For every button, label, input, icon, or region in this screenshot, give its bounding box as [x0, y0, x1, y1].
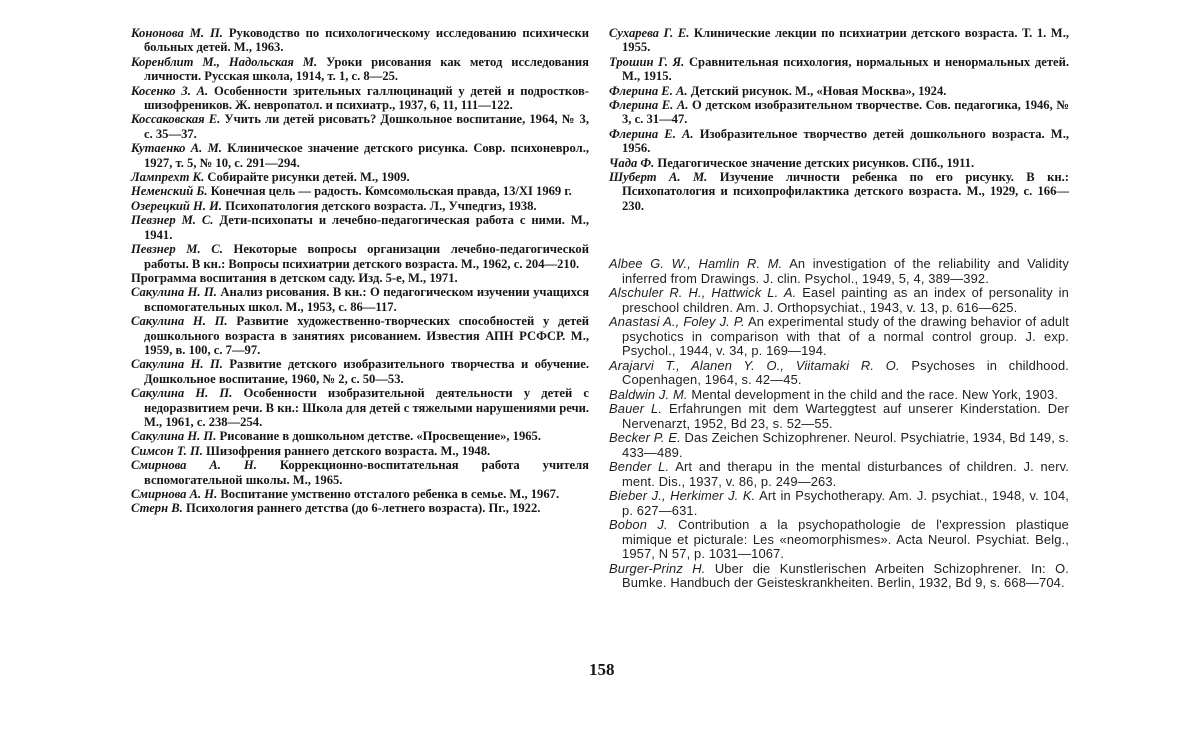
reference-author: Флерина Е. А. [609, 126, 694, 141]
reference-entry [131, 26, 589, 55]
reference-author: Bender L. [609, 459, 670, 475]
reference-author: Baldwin J. M. [609, 386, 688, 402]
reference-text: Учить ли детей рисовать? Дошкольное воспитание, 1964, № 3, с. 35—37. [144, 112, 590, 141]
reference-author: Кутаенко А. М. [131, 141, 222, 156]
reference-entry [131, 242, 589, 271]
reference-author: Anastasi A., Foley J. P. [609, 314, 745, 330]
reference-text: Конечная цель — радость. Комсомольская правда, 13/XI 1969 г. [207, 184, 572, 199]
reference-text: Особенности зрительных галлюцинаций у детей и подростков-шизофреников. Ж. невропатол. и психиатр., 1937, 6, 11, 111—122. [144, 83, 589, 113]
reference-entry [609, 156, 1069, 170]
reference-text: Erfahrungen mit dem Warteggtest auf unserer Kinderstation. Der Nervenarzt, 1952, Bd 23, s. 52—55. [622, 401, 1070, 431]
reference-text: Рисование в дошкольном детстве. «Просвещение», 1965. [216, 429, 542, 444]
reference-entry [131, 314, 589, 357]
bibliography-column-right [609, 26, 1069, 591]
reference-author: Певзнер М. С. [131, 213, 214, 228]
reference-author: Коссаковская Е. [131, 112, 221, 127]
reference-entry [609, 55, 1069, 84]
reference-text: Психопатология детского возраста. Л., Учпедгиз, 1938. [222, 198, 537, 213]
reference-entry [609, 84, 1069, 98]
reference-author: Стерн В. [131, 501, 183, 516]
reference-entry [131, 285, 589, 314]
reference-author: Косенко З. А. [131, 83, 209, 98]
reference-text: Руководство по психологическому исследованию психически больных детей. М., 1963. [144, 26, 589, 55]
reference-entry [609, 388, 1069, 403]
reference-entry [609, 257, 1069, 286]
reference-text: Развитие детского изобразительного творчества и обучение. Дошкольное воспитание, 1960, № 2, с. 50—53. [144, 357, 589, 386]
reference-author: Сакулина Н. П. [131, 429, 217, 444]
reference-entry [131, 386, 589, 429]
reference-text: Анализ рисования. В кн.: О педагогическом изучении учащихся вспомогательных школ. М., 1953, с. 86—117. [144, 285, 590, 314]
reference-author: Сакулина Н. П. [131, 357, 223, 372]
reference-entry [609, 460, 1069, 489]
reference-author: Трошин Г. Я. [609, 54, 685, 69]
reference-entry [131, 141, 589, 170]
reference-author: Arajarvi T., Alanen Y. O., Viitamaki R. O. [609, 357, 900, 373]
reference-text: Собирайте рисунки детей. М., 1909. [204, 170, 410, 185]
reference-text: Mental development in the child and the race. New York, 1903. [687, 386, 1059, 402]
reference-author: Сухарева Г. Е. [609, 26, 690, 40]
reference-author: Коренблит М., Надольская М. [131, 54, 318, 69]
reference-text: An investigation of the reliability and Validity inferred from Drawings. J. clin. Psychol., 1949, 5, 4, 389—392. [622, 256, 1069, 286]
reference-author: Флерина Е. А. [609, 83, 688, 98]
reference-entry [131, 55, 589, 84]
reference-entry [131, 357, 589, 386]
reference-text: Психология раннего детства (до 6-летнего возраста). Пг., 1922. [182, 501, 541, 516]
page-number: 158 [589, 660, 615, 679]
reference-entry [131, 458, 589, 487]
reference-author: Чада Ф. [609, 155, 655, 170]
reference-entry [131, 170, 589, 184]
reference-author: Bobon J. [609, 517, 668, 533]
reference-entry [609, 431, 1069, 460]
reference-author: Лампрехт К. [131, 170, 205, 185]
reference-text: Psychoses in childhood. Copenhagen, 1964, s. 42—45. [622, 357, 1069, 388]
reference-entry [609, 402, 1069, 431]
reference-text: Особенности изобразительной деятельности у детей с недоразвитием речи. В кн.: Школа для детей с тяжелыми нарушениями речи. М., 1961, с. 238—254. [144, 386, 589, 429]
reference-entry [131, 501, 589, 515]
reference-entry [609, 286, 1069, 315]
reference-entry [131, 444, 589, 458]
reference-entry [131, 184, 589, 198]
reference-author: Певзнер М. С. [131, 242, 223, 257]
reference-author: Смирнова А. Н. [131, 487, 218, 501]
reference-entry [131, 213, 589, 242]
reference-author: Кононова М. П. [131, 26, 223, 40]
reference-text: Коррекционно-воспитательная работа учителя вспомогательной школы. М., 1965. [144, 458, 589, 487]
reference-author: Сакулина Н. П. [131, 285, 217, 300]
reference-entry [131, 199, 589, 213]
reference-author: Bieber J., Herkimer J. K. [609, 488, 756, 504]
reference-author: Озерецкий Н. И. [131, 198, 223, 213]
reference-entry [609, 98, 1069, 127]
reference-author: Сакулина Н. П. [131, 386, 233, 401]
reference-author: Флерина Е. А. [609, 98, 689, 113]
reference-author: Симсон Т. П. [131, 443, 203, 458]
reference-entry [131, 429, 589, 443]
reference-author: Смирнова А. Н. [131, 458, 257, 473]
reference-text: Дети-психопаты и лечебно-педагогическая работа с ними. М., 1941. [144, 213, 589, 242]
reference-entry [609, 127, 1069, 156]
reference-text: An experimental study of the drawing behavior of adult psychotics in comparison with that of a normal control group. J. exp. Psychol., 1944, v. 34, p. 169—194. [622, 314, 1069, 359]
reference-text: Сравнительная психология, нормальных и ненормальных детей. М., 1915. [622, 54, 1069, 84]
reference-text: Развитие художественно-творческих способностей у детей дошкольного возраста в занятиях рисованием. Известия АПН РСФСР. М., 1959, в. 100, с. 7—97. [144, 314, 590, 357]
reference-text: Изучение личности ребенка по его рисунку. В кн.: Психопатология и психопрофилактика детского возраста. М., 1929, с. 166—230. [622, 170, 1069, 213]
reference-author: Becker P. E. [609, 430, 681, 446]
reference-entry [609, 26, 1069, 55]
reference-author: Albee G. W., Hamlin R. M. [609, 256, 783, 272]
reference-text: Педагогическое значение детских рисунков. СПб., 1911. [654, 155, 975, 170]
reference-entry [609, 170, 1069, 213]
reference-author: Bauer L. [609, 401, 663, 417]
bibliography-column-left [131, 26, 589, 516]
reference-text: Воспитание умственно отсталого ребенка в семье. М., 1967. [217, 487, 560, 501]
reference-entry [131, 487, 589, 501]
reference-entry [609, 562, 1069, 591]
reference-entry [609, 315, 1069, 359]
reference-author: Шуберт А. М. [609, 170, 708, 185]
reference-text: Easel painting as an index of personality in preschool children. Am. J. Orthopsychiat., 1943, v. 13, p. 616—625. [622, 285, 1069, 315]
reference-text: Некоторые вопросы организации лечебно-педагогической работы. В кн.: Вопросы психиатрии детского возраста. М., 1962, с. 204—210. [144, 242, 589, 271]
reference-text: О детском изобразительном творчестве. Сов. педагогика, 1946, № 3, с. 31—47. [622, 98, 1069, 127]
reference-text: Uber die Kunstlerischen Arbeiten Schizophrener. In: O. Bumke. Handbuch der Geisteskrankheiten. Berlin, 1932, Bd 9, s. 668—704. [622, 560, 1070, 591]
reference-entry [131, 112, 589, 141]
reference-text: Art in Psychotherapy. Am. J. psychiat., 1948, v. 104, p. 627—631. [622, 488, 1069, 518]
reference-author: Неменский Б. [131, 184, 208, 199]
reference-text: Программа воспитания в детском саду. Изд. 5-е, М., 1971. [131, 270, 458, 285]
reference-text: Contribution a la psychopathologie de l'expression plastique mimique et picturale: Les «neomorphismes». Acta Neurol. Psychiat. Belg., 1957, N 57, p. 1031—1067. [622, 517, 1069, 562]
reference-text: Изобразительное творчество детей дошкольного возраста. М., 1956. [622, 126, 1069, 156]
reference-text: Клинические лекции по психиатрии детского возраста. Т. 1. М., 1955. [622, 26, 1069, 55]
reference-entry [609, 489, 1069, 518]
reference-entry [131, 271, 589, 285]
reference-author: Alschuler R. H., Hattwick L. A. [609, 285, 797, 301]
reference-text: Das Zeichen Schizophrener. Neurol. Psychiatrie, 1934, Bd 149, s. 433—489. [622, 430, 1070, 460]
reference-entry [131, 84, 589, 113]
reference-text: Уроки рисования как метод исследования личности. Русская школа, 1914, т. 1, с. 8—25. [144, 54, 589, 84]
reference-author: Сакулина Н. П. [131, 314, 228, 329]
reference-text: Клиническое значение детского рисунка. Совр. психоневрол., 1927, т. 5, № 10, с. 291—294. [144, 141, 589, 170]
reference-entry [609, 359, 1069, 388]
reference-text: Art and therapu in the mental disturbances of children. J. nerv. ment. Dis., 1937, v. 86, p. 249—263. [622, 459, 1070, 489]
reference-author: Burger-Prinz H. [609, 560, 706, 576]
reference-text: Шизофрения раннего детского возраста. М., 1948. [202, 443, 491, 458]
reference-entry [609, 518, 1069, 562]
reference-text: Детский рисунок. М., «Новая Москва», 1924. [687, 83, 947, 98]
